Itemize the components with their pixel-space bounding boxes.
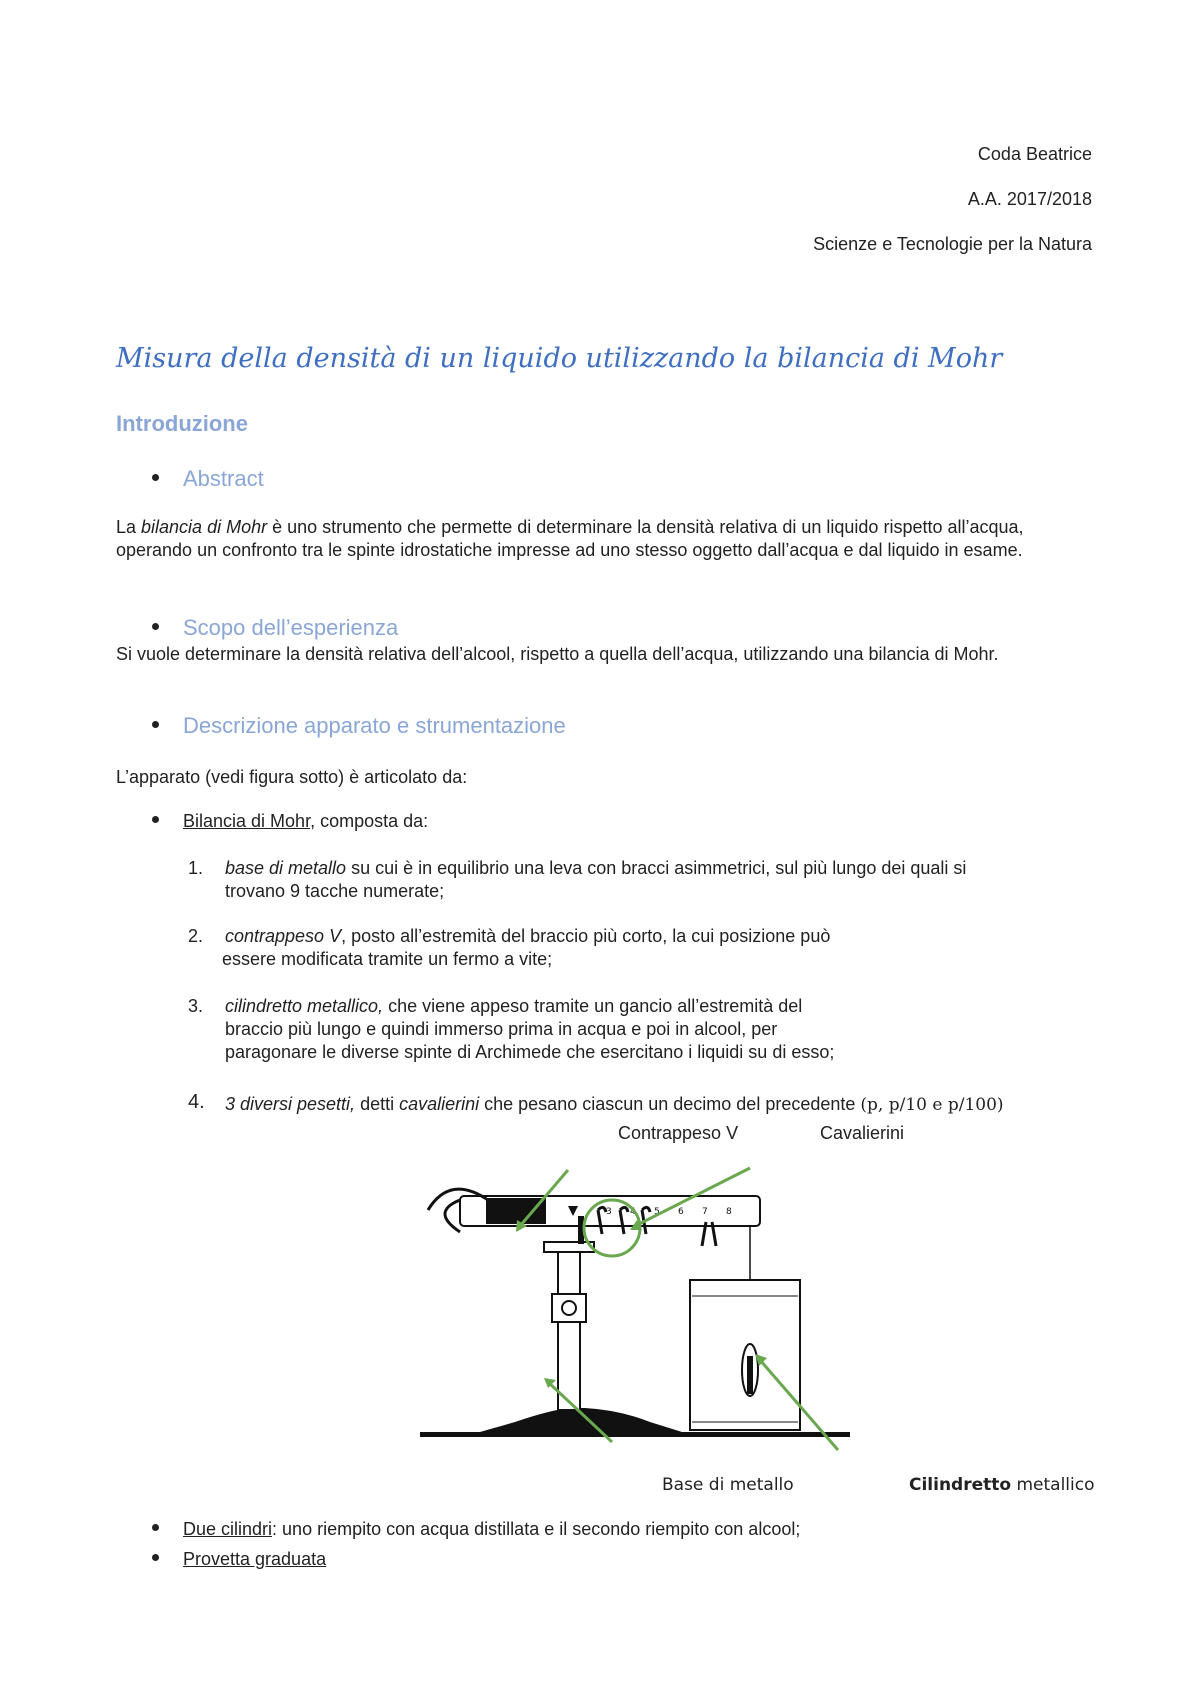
scale-number: 3 — [606, 1207, 612, 1217]
clamp-screw — [562, 1301, 576, 1315]
scale-number: 7 — [702, 1207, 708, 1217]
abstract-heading-text: Abstract — [183, 466, 264, 491]
item-text: che pesano ciascun un decimo del precedente — [479, 1094, 861, 1114]
item-term: cilindretto metallico, — [225, 996, 384, 1016]
bilancia-rest: , composta da: — [310, 811, 429, 831]
abstract-post: è uno strumento che permette di determinare la densità relativa di un liquido rispetto all’acqua, operando un confronto tra le spinte idrostatiche impresse ad uno stesso oggetto dall’acqua e dal liquido in esame. — [116, 517, 1024, 560]
table-line — [420, 1432, 850, 1437]
scale-number: 8 — [726, 1207, 732, 1217]
item-line-2: braccio più lungo e quindi immerso prima in acqua e poi in alcool, per — [225, 1019, 778, 1039]
item-number: 4. — [188, 1091, 205, 1113]
item-number: 1. — [188, 858, 204, 878]
list-item-provetta — [152, 1549, 326, 1570]
label-base-metallo: Base di metallo — [662, 1475, 794, 1495]
abstract-pre: La — [116, 517, 142, 537]
scopo-heading — [152, 615, 398, 641]
label-contrappeso: Contrappeso V — [618, 1123, 739, 1143]
item-text: che viene appeso tramite un gancio all’estremità del — [383, 996, 803, 1016]
item-term: 3 diversi pesetti, — [225, 1094, 356, 1114]
item-term: contrappeso V — [225, 926, 342, 946]
label-cilindretto-rest: metallico — [1011, 1475, 1095, 1495]
bullet-icon — [152, 474, 159, 481]
scopo-heading-text: Scopo dell’esperienza — [183, 615, 399, 640]
descrizione-heading — [152, 713, 566, 739]
mohr-balance-figure — [420, 1160, 860, 1460]
due-cilindri-rest: : uno riempito con acqua distillata e il secondo riempito con alcool; — [272, 1519, 801, 1539]
counterweight-block — [486, 1198, 546, 1224]
list-item-bilancia — [152, 811, 428, 832]
descrizione-heading-text: Descrizione apparato e strumentazione — [183, 713, 566, 738]
author-name: Coda Beatrice — [977, 144, 1092, 164]
pillar-top — [544, 1242, 594, 1252]
label-cavalierini: Cavalierini — [820, 1123, 905, 1143]
provetta-term: Provetta graduata — [183, 1549, 327, 1569]
item-number: 3. — [188, 996, 204, 1016]
apparato-intro: L’apparato (vedi figura sotto) è articolato da: — [116, 767, 468, 787]
bullet-icon — [152, 1554, 159, 1561]
academic-year: A.A. 2017/2018 — [967, 189, 1092, 209]
item-text: , posto all’estremità del braccio più corto, la cui posizione può — [341, 926, 831, 946]
item-line-1 — [225, 1093, 1004, 1117]
bilancia-term: Bilancia di Mohr — [183, 811, 311, 831]
label-cilindretto-bold: Cilindretto — [909, 1475, 1012, 1495]
document-title: Misura della densità di un liquido utilizzando la bilancia di Mohr — [116, 343, 1003, 374]
scopo-paragraph: Si vuole determinare la densità relativa dell’alcool, rispetto a quella dell’acqua, utilizzando una bilancia di Mohr. — [116, 644, 999, 664]
beam-hook-end — [445, 1200, 460, 1232]
abstract-heading — [152, 466, 264, 492]
item-formula: (p, p/10 e p/100) — [860, 1095, 1004, 1115]
course-name: Scienze e Tecnologie per la Natura — [813, 234, 1092, 254]
cylinder-core — [747, 1356, 753, 1394]
item-text: su cui è in equilibrio una leva con bracci asimmetrici, sul più lungo dei quali si — [346, 858, 967, 878]
bullet-icon — [152, 721, 159, 728]
label-cilindretto — [909, 1475, 1095, 1495]
section-heading: Introduzione — [116, 411, 248, 436]
item-term: base di metallo — [225, 858, 347, 878]
due-cilindri-term: Due cilindri — [183, 1519, 273, 1539]
item-mid: detti — [355, 1094, 400, 1114]
list-item-due-cilindri — [152, 1519, 800, 1540]
bullet-icon — [152, 623, 159, 630]
item-line-2: trovano 9 tacche numerate; — [225, 881, 445, 901]
abstract-term: bilancia di Mohr — [141, 517, 268, 537]
scale-number: 4 — [630, 1207, 636, 1217]
item-line-3: paragonare le diverse spinte di Archimede che esercitano i liquidi su di esso; — [225, 1042, 835, 1062]
stand-pillar — [558, 1250, 580, 1410]
item-number: 2. — [188, 926, 204, 946]
bullet-icon — [152, 816, 159, 823]
item-line-1 — [225, 925, 830, 948]
abstract-paragraph — [116, 516, 1096, 562]
bullet-icon — [152, 1524, 159, 1531]
item-line-1 — [225, 857, 966, 880]
scale-number: 6 — [678, 1207, 684, 1217]
item-line-1 — [225, 995, 802, 1018]
item-line-2: essere modificata tramite un fermo a vite; — [222, 949, 553, 969]
item-term-2: cavalierini — [399, 1094, 480, 1114]
scale-number: 5 — [654, 1207, 660, 1217]
